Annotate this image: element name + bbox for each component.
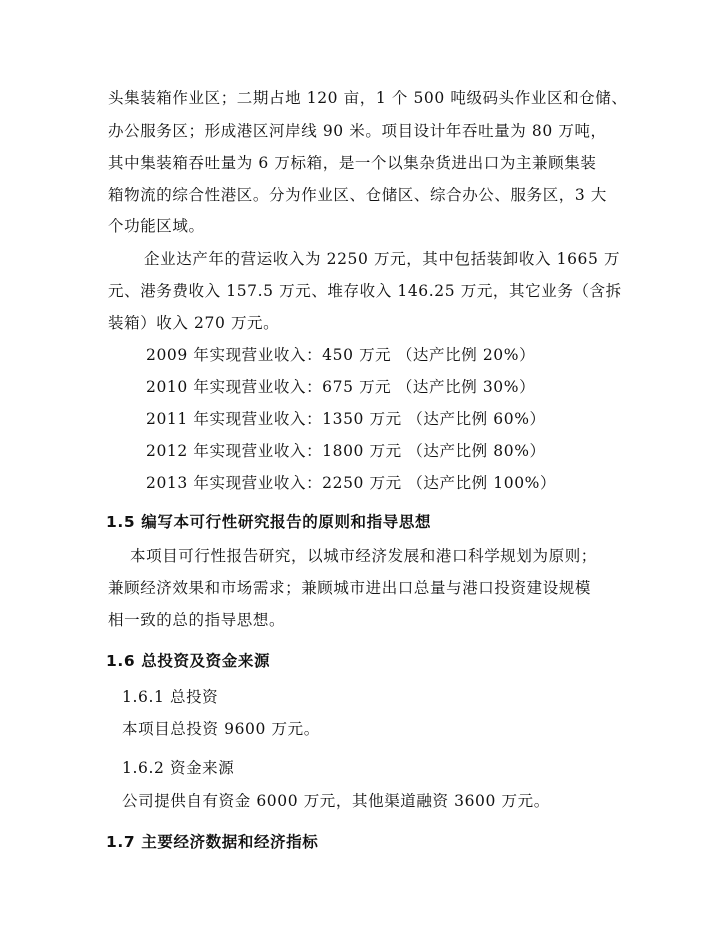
section-heading-1-6: 1.6 总投资及资金来源 [106, 652, 271, 670]
intro-line-1: 头集装箱作业区；二期占地 120 亩，1 个 500 吨级码头作业区和仓储、 [108, 89, 628, 107]
section-1-5-line-3: 相一致的总的指导思想。 [108, 611, 286, 629]
revenue-line-3: 装箱）收入 270 万元。 [108, 314, 280, 332]
intro-line-4: 箱物流的综合性港区。分为作业区、仓储区、综合办公、服务区，3 大 [108, 186, 607, 204]
revenue-schedule-item: 2010 年实现营业收入：675 万元 （达产比例 30%） [146, 378, 536, 396]
revenue-line-2: 元、港务费收入 157.5 万元、堆存收入 146.25 万元，其它业务（含拆 [108, 282, 622, 300]
intro-line-3: 其中集装箱吞吐量为 6 万标箱，是一个以集杂货进出口为主兼顾集装 [108, 154, 597, 172]
section-heading-1-5: 1.5 编写本可行性研究报告的原则和指导思想 [106, 513, 432, 531]
intro-line-5: 个功能区域。 [108, 217, 205, 235]
section-1-5-line-2: 兼顾经济效果和市场需求；兼顾城市进出口总量与港口投资建设规模 [108, 579, 592, 597]
revenue-schedule-item: 2013 年实现营业收入：2250 万元 （达产比例 100%） [146, 474, 557, 492]
subsection-heading-1-6-2: 1.6.2 资金来源 [122, 759, 235, 777]
intro-line-2: 办公服务区；形成港区河岸线 90 米。项目设计年吞吐量为 80 万吨， [108, 122, 607, 140]
section-heading-1-7: 1.7 主要经济数据和经济指标 [106, 833, 319, 851]
total-investment-text: 本项目总投资 9600 万元。 [122, 720, 320, 738]
revenue-schedule-item: 2009 年实现营业收入：450 万元 （达产比例 20%） [146, 346, 536, 364]
subsection-heading-1-6-1: 1.6.1 总投资 [122, 688, 219, 706]
revenue-schedule-item: 2011 年实现营业收入：1350 万元 （达产比例 60%） [146, 410, 546, 428]
funding-source-text: 公司提供自有资金 6000 万元，其他渠道融资 3600 万元。 [122, 792, 550, 810]
section-1-5-line-1: 本项目可行性报告研究，以城市经济发展和港口科学规划为原则； [130, 547, 597, 565]
revenue-line-1: 企业达产年的营运收入为 2250 万元，其中包括装卸收入 1665 万 [144, 250, 621, 268]
revenue-schedule-item: 2012 年实现营业收入：1800 万元 （达产比例 80%） [146, 442, 546, 460]
